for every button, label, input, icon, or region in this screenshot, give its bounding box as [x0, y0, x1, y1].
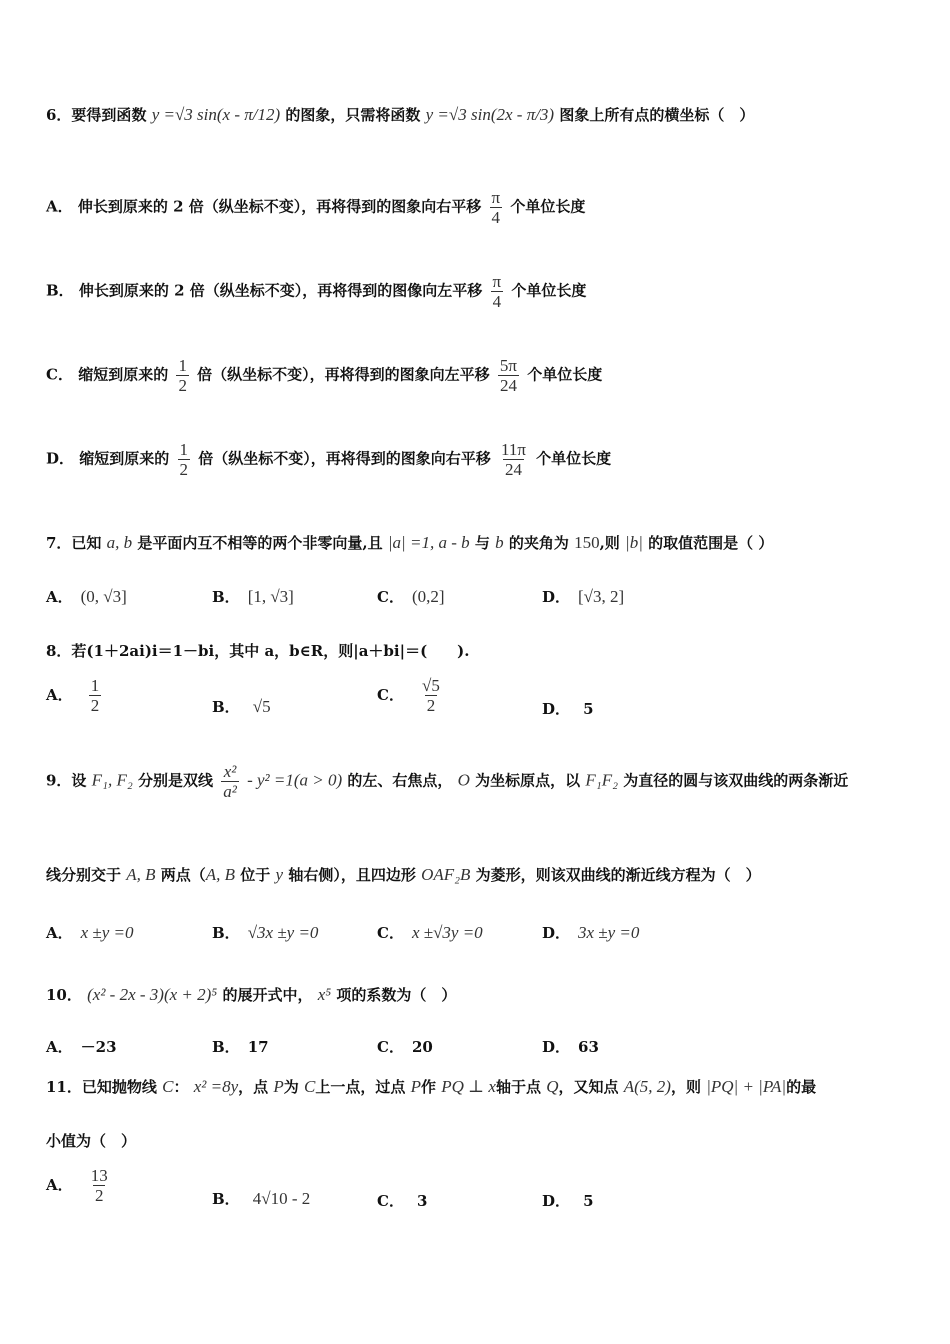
q9-segment: F₁F₂: [585, 770, 619, 790]
fraction: $\frac{13}{2}$: [90, 1166, 108, 1205]
q7-vars: a, b: [106, 533, 133, 552]
q11-stem-text: ，又知点: [558, 1078, 619, 1096]
option-text: 个单位长度: [536, 449, 612, 468]
q7-option-c[interactable]: [377, 586, 445, 607]
option-value: 5: [583, 700, 594, 718]
option-label: C．: [377, 588, 404, 606]
q11-equation: x² =8y: [193, 1077, 239, 1096]
q11-point-p: P: [410, 1077, 421, 1096]
option-value: x ±√3y =0: [411, 923, 483, 942]
option-text: 倍（纵坐标不变），再将得到的图象向左平移: [197, 365, 490, 384]
q7-stem-text: 的夹角为: [508, 534, 569, 552]
q11-stem-text: ：: [173, 1078, 189, 1096]
q7-option-d[interactable]: [542, 586, 624, 607]
option-label: C．: [46, 365, 73, 384]
q7-stem-text: 7．已知: [46, 534, 102, 552]
q10-option-c[interactable]: [377, 1036, 441, 1057]
q10-option-b[interactable]: [212, 1036, 277, 1057]
q10-option-a[interactable]: [46, 1036, 125, 1057]
q11-stem-text: 轴于点: [495, 1078, 541, 1096]
q10-stem-text: 的展开式中，: [222, 986, 313, 1004]
option-value: (0, √3]: [80, 587, 127, 606]
option-label: C．: [377, 1038, 404, 1056]
q6-stem-text: 的图象，只需将函数: [285, 106, 421, 124]
q9-stem-text: 线分别交于: [46, 866, 122, 884]
q11-curve: C: [304, 1077, 316, 1096]
option-text: 缩短到原来的: [79, 449, 170, 468]
option-label: A．: [46, 588, 73, 606]
option-value: (0,2]: [411, 587, 445, 606]
q11-option-b[interactable]: [212, 1188, 310, 1209]
q11-stem: [46, 1076, 920, 1097]
q9-stem-text: 分别是双线: [138, 771, 214, 790]
q11-point-q: Q: [546, 1077, 559, 1096]
option-label: D．: [542, 1192, 571, 1210]
q11-stem-text: 上一点，过点: [315, 1078, 406, 1096]
q9-option-d[interactable]: [542, 922, 639, 943]
q7-stem-text: 与: [474, 534, 490, 552]
q7-condition: |a| =1, a - b: [387, 533, 470, 552]
fraction: $\frac{\pi}{4}$: [492, 272, 502, 311]
q11-option-d[interactable]: [542, 1190, 602, 1211]
q6-stem: [46, 104, 920, 125]
option-label: B．: [212, 588, 240, 606]
q9-stem-text: 9．设: [46, 771, 87, 790]
option-label: B．: [212, 924, 240, 942]
q6-stem-text: 6．要得到函数: [46, 106, 147, 124]
option-value: x ±y =0: [80, 923, 134, 942]
q9-stem-text: 为菱形，则该双曲线的渐近线方程为（ ）: [475, 866, 761, 884]
option-label: A．: [46, 1176, 73, 1194]
option-label: B．: [46, 281, 74, 300]
option-value: 63: [578, 1038, 599, 1056]
q6-option-a[interactable]: [46, 188, 920, 227]
q9-stem: [46, 762, 920, 801]
option-value: 5: [583, 1192, 594, 1210]
q6-formula-target: y =√3 sin(x - π/12): [151, 105, 281, 124]
option-label: C．: [377, 924, 404, 942]
fraction: $\frac{11\pi}{24}$: [500, 440, 526, 479]
q7-stem-text: 是平面内互不相等的两个非零向量,且: [137, 534, 383, 552]
q9-points: A, B: [126, 865, 156, 884]
q11-stem-text: 的最: [786, 1078, 817, 1096]
q11-option-c[interactable]: [377, 1190, 435, 1211]
option-label: A．: [46, 686, 73, 704]
q11-stem-text: 为: [283, 1078, 299, 1096]
q9-origin: O: [457, 770, 470, 790]
option-label: D．: [542, 1038, 571, 1056]
q11-curve: C: [162, 1077, 174, 1096]
q8-option-c[interactable]: [377, 676, 445, 715]
option-label: B．: [212, 1190, 240, 1208]
option-label: A．: [46, 1038, 73, 1056]
option-label: A．: [46, 197, 73, 216]
q7-option-b[interactable]: [212, 586, 294, 607]
q9-quadrilateral: OAF₂B: [421, 865, 471, 884]
q7-stem-text: ,则: [599, 534, 620, 552]
fraction: $\frac{1}{2}$: [178, 356, 187, 395]
q8-stem: 8．若(1＋2ai)i＝1－bi，其中 a，b∈R，则|a＋bi|＝( ).: [46, 642, 470, 660]
q10-stem: [46, 984, 920, 1005]
q9-option-a[interactable]: [46, 922, 134, 943]
q7-stem: [46, 532, 920, 553]
q11-stem-text: 11．已知抛物线: [46, 1078, 157, 1096]
option-label: B．: [212, 1038, 240, 1056]
q10-option-d[interactable]: [542, 1036, 607, 1057]
option-label: C．: [377, 686, 404, 704]
q9-stem-text: 的左、右焦点，: [347, 771, 453, 790]
q9-y-axis: y: [275, 865, 284, 884]
option-text: 个单位长度: [510, 197, 586, 216]
q10-number: 10．: [46, 986, 82, 1004]
fraction: $\frac{√5}{2}$: [422, 676, 440, 715]
fraction: $\frac{1}{2}$: [90, 676, 100, 715]
option-value: [√3, 2]: [578, 587, 625, 606]
q9-points: A, B: [205, 865, 236, 884]
q6-option-c[interactable]: [46, 356, 920, 395]
q6-option-d[interactable]: [46, 440, 920, 479]
option-label: A．: [46, 924, 73, 942]
q11-perpendicular: PQ ⊥ x: [441, 1077, 496, 1096]
q6-formula-source: y =√3 sin(2x - π/3): [425, 105, 555, 124]
q7-abs-b: |b|: [625, 533, 643, 552]
option-value: 3: [417, 1192, 428, 1210]
option-value: 17: [247, 1038, 269, 1056]
q11-option-a[interactable]: [46, 1166, 113, 1205]
q11-stem-line2: 小值为（ ）: [46, 1132, 137, 1150]
q9-stem-text: 两点（: [160, 866, 206, 884]
q9-stem-text: 位于: [240, 866, 271, 884]
option-value: 3x ±y =0: [578, 923, 640, 942]
q9-option-b[interactable]: [212, 922, 318, 943]
option-value: 20: [411, 1038, 433, 1056]
fraction: $\frac{1}{2}$: [179, 440, 188, 479]
option-text: 伸长到原来的 2 倍（纵坐标不变），再将得到的图象向右平移: [77, 197, 482, 216]
fraction: $\frac{5\pi}{24}$: [499, 356, 518, 395]
q6-option-b[interactable]: [46, 272, 920, 311]
q8-option-d[interactable]: [542, 698, 602, 719]
q6-stem-text: 图象上所有点的横坐标（ ）: [559, 106, 755, 124]
option-text: 个单位长度: [527, 365, 603, 384]
option-text: 倍（纵坐标不变），再将得到的图象向右平移: [198, 449, 491, 468]
q10-stem-text: 项的系数为（ ）: [336, 986, 457, 1004]
q9-stem-text: 轴右侧），且四边形: [288, 866, 416, 884]
option-label: D．: [542, 588, 571, 606]
q7-angle: 150: [574, 533, 600, 552]
option-label: C．: [377, 1192, 404, 1210]
fraction: $\frac{\text{x²}}{\text{a²}}$: [223, 762, 237, 801]
q9-stem-line2: [46, 864, 920, 885]
q11-point-a: A(5, 2): [623, 1077, 671, 1096]
q11-sum: |PQ| + |PA|: [706, 1077, 787, 1096]
q11-stem-text: ，则: [670, 1078, 701, 1096]
q9-option-c[interactable]: [377, 922, 483, 943]
option-value: [1, √3]: [247, 587, 294, 606]
q7-option-a[interactable]: [46, 586, 127, 607]
option-label: D．: [542, 924, 571, 942]
q10-term: x⁵: [317, 985, 332, 1004]
q9-stem-text: 为直径的圆与该双曲线的两条渐近: [623, 771, 849, 790]
option-label: D．: [542, 700, 571, 718]
q7-var-b: b: [495, 533, 504, 552]
option-label: B．: [212, 698, 240, 716]
q9-foci: F₁, F₂: [91, 770, 133, 790]
option-label: D．: [46, 449, 75, 468]
option-value: －23: [80, 1038, 117, 1056]
option-value: √5: [252, 697, 271, 716]
option-value: √3x ±y =0: [247, 923, 319, 942]
q8-option-a[interactable]: [46, 676, 104, 715]
option-text: 个单位长度: [511, 281, 587, 300]
q11-stem-text: ，点: [238, 1078, 269, 1096]
fraction: $\frac{\pi}{4}$: [491, 188, 501, 227]
q10-expression: (x² - 2x - 3)(x + 2)⁵: [87, 985, 218, 1004]
q11-point-p: P: [273, 1077, 284, 1096]
q9-hyperbola: - y² =1(a > 0): [247, 770, 343, 790]
option-value: 4√10 - 2: [252, 1189, 311, 1208]
option-text: 伸长到原来的 2 倍（纵坐标不变），再将得到的图像向左平移: [78, 281, 483, 300]
q7-stem-text: 的取值范围是（ ）: [648, 534, 774, 552]
q11-stem-text: 作: [421, 1078, 437, 1096]
option-text: 缩短到原来的: [78, 365, 169, 384]
q8-option-b[interactable]: [212, 696, 271, 717]
q9-stem-text: 为坐标原点，以: [475, 771, 581, 790]
